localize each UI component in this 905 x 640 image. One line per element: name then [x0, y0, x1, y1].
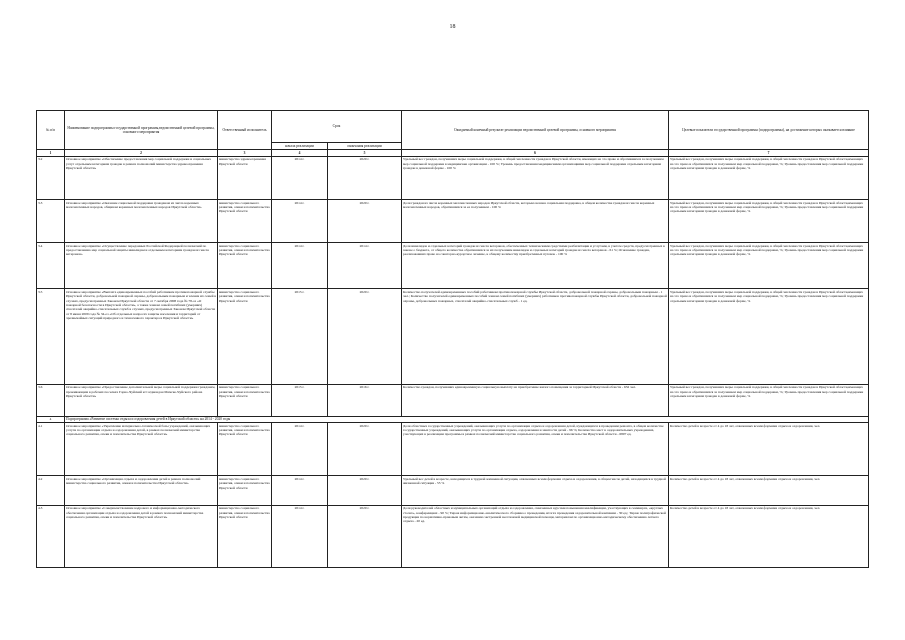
expected-result: Количество получателей единовременных пособий работникам противопожарной службы Иркутской области, добровольной пожарной охраны, добровольным пожарным - 1 чел.; Количество получателей единовременных пособий членам семей погибших (умерших) работников противопожарной службы Иркутской области, добровольной пожарной охраны, добровольных пожарных, спасателей аварийно-спасательных служб - 1 ед. — [402, 289, 669, 384]
measure-name: Основное мероприятие «Выплата единовременных пособий работникам противопожарной службы Иркутской области, добровольной пожарной охраны, добровольным пожарным и членам их семей в случаях, предусмотренных Законом Иркутской области от 7 октября 2008 года № 78-оз «О пожарной безопасности в Иркутской области», а также членам семей погибших (умерших) спасателей аварийно-спасательных служб в случаях, предусмотренных Законом Иркутской области от 8 июня 2009 года № 34-оз «Об отдельных вопросах защиты населения и территорий от чрезвычайных ситуаций природного и техногенного характера в Иркутской области» — [65, 289, 218, 384]
column-number: 7 — [669, 150, 869, 156]
row-number: 3.2 — [37, 156, 65, 199]
table-row — [37, 384, 869, 416]
column-number: 1 — [37, 150, 65, 156]
row-number: 3.6 — [37, 384, 65, 416]
measure-name: Основное мероприятие «Совершенствование кадрового и информационно-методического обеспечения организации отдыха и оздоровления детей в рамках полномочий министерства социального развития, опеки и попечительства Иркутской области» — [65, 505, 218, 567]
column-number: 5 — [328, 150, 402, 156]
table-row — [37, 243, 869, 289]
table-row — [37, 476, 869, 505]
row-number: 4.3 — [37, 505, 65, 567]
start-year: 2014 г. — [272, 200, 328, 243]
section-number: 4 — [37, 416, 65, 422]
start-year: 2015 г. — [272, 384, 328, 416]
measure-name: Основное мероприятие «Укрепление материально-технической базы учреждений, оказывающих услуги по организации отдыха и оздоровления детей, в рамках полномочий министерства социального развития, опеки и попечительства Иркутской области» — [65, 423, 218, 476]
program-measures-table — [36, 110, 869, 568]
expected-result: Доля областных государственных учреждений, оказывающих услуги по организации отдыха и оздоровления детей, нуждающихся в проведении ремонта, в общем количестве государственных учреждений, оказывающих услуги по организации отдыха, оздоровления и занятости детей - 96 %; Количество мест в оздоровительных учреждениях, участвующих в реализации программы в рамках полномочий министерства социального развития, опеки и попечительства Иркутской области - 6807 ед. — [402, 423, 669, 476]
header-executor: Ответственный исполнитель — [218, 111, 272, 150]
executor: министерство социального развития, опеки и попечительства Иркутской области — [218, 243, 272, 289]
expected-result: Количество граждан, получивших единовременную социальную выплату на приобретение жилого помещения за территорией Иркутской области - 632 чел. — [402, 384, 669, 416]
column-number: 3 — [218, 150, 272, 156]
expected-result: Доля инвалидов и отдельных категорий граждан из числа ветеранов, обеспеченных техническими средствами реабилитации и услугами, в учетом средств, предусмотренных в законе о бюджете, от общего количества обратившихся за их получением инвалидов и отдельных категорий граждан из числа ветеранов - 61 %; Отношение граждан, реализовавших право на санаторно-курортное лечение, к общему количеству приобретенных путевок - 100 % — [402, 243, 669, 289]
page-number: 18 — [449, 24, 456, 30]
table-row — [37, 200, 869, 243]
expected-result: Удельный вес граждан, получивших меры социальной поддержки, в общей численности граждан в Иркутской области, имеющих на это право и обратившихся за получением мер социальной поддержки в медицинские организации - 100 %; Уровень предоставления медицинскими организациями мер социальной поддержки отдельным категориям граждан в денежной форме - 100 % — [402, 156, 669, 199]
expected-result: Удельный вес детей в возрасте, находящихся в трудной жизненной ситуации, охваченных всеми формами отдыха и оздоровления, в общем числе детей, находящихся в трудной жизненной ситуации - 55 % — [402, 476, 669, 505]
header-num: № п/п — [37, 111, 65, 150]
target-indicators: Количество детей в возрасте от 4 до 18 лет, охваченных всеми формами отдыха и оздоровления, чел. — [669, 423, 869, 476]
end-year: 2016 г. — [328, 384, 402, 416]
start-year: 2014 г. — [272, 476, 328, 505]
column-number: 6 — [402, 150, 669, 156]
header-indicators: Целевые показатели государственной программы (подпрограммы), на достижение которых оказывается влияние — [669, 111, 869, 150]
executor: министерство социального развития, опеки и попечительства Иркутской области — [218, 200, 272, 243]
header-result: Ожидаемый конечный результат реализации ведомственной целевой программы, основного мероприятия — [402, 111, 669, 150]
expected-result: Доля граждан из числа коренных малочисленных народов Иркутской области, которым оказана социальная поддержка, в общем количестве граждан из числа коренных малочисленных народов, обратившихся за ее получением - 100 % — [402, 200, 669, 243]
target-indicators: Удельный вес граждан, получивших меры социальной поддержки, в общей численности граждан в Иркутской области,имеющих на это право и обратившихся за получением мер социальной поддержки, %; Уровень предоставления мер социальной поддержки отдельным категориям граждан в денежной форме, % — [669, 243, 869, 289]
header-row — [37, 111, 869, 143]
table-row — [37, 289, 869, 384]
target-indicators: Количество детей в возрасте от 4 до 18 лет, охваченных всеми формами отдыха и оздоровления, чел. — [669, 476, 869, 505]
start-year: 2014 г. — [272, 505, 328, 567]
header-term-end: окончания реализации — [328, 143, 402, 150]
measure-name: Основное мероприятие «Предоставление дополнительной меры социальной поддержки гражданам, проживающим в рабочих поселках Горно-Чуйский и Согдиондон Мамско-Чуйского района Иркутской области» — [65, 384, 218, 416]
header-term: Срок — [272, 111, 402, 143]
end-year: 2020 г. — [328, 289, 402, 384]
end-year: 2014 г. — [328, 243, 402, 289]
row-number: 4.1 — [37, 423, 65, 476]
table-row — [37, 505, 869, 567]
measure-name: Основное мероприятие «Организация отдыха и оздоровления детей в рамках полномочий министерства социального развития, опеки и попечительства Иркутской области» — [65, 476, 218, 505]
executor: министерство социального развития, опеки и попечительства Иркутской области — [218, 384, 272, 416]
end-year: 2020 г. — [328, 423, 402, 476]
end-year: 2020 г. — [328, 505, 402, 567]
column-number: 2 — [65, 150, 218, 156]
start-year: 2014 г. — [272, 243, 328, 289]
start-year: 2014 г. — [272, 156, 328, 199]
end-year: 2020 г. — [328, 200, 402, 243]
target-indicators: Удельный вес граждан, получивших меры социальной поддержки, в общей численности граждан в Иркутской области,имеющих на это право и обратившихся за получением мер социальной поддержки, %; Уровень предоставления мер социальной поддержки отдельным категориям граждан в денежной форме, % — [669, 156, 869, 199]
header-name: Наименование подпрограммы государственной программы,ведомственной целевой программы, основного мероприятия — [65, 111, 218, 150]
measure-name: Основное мероприятие «Обеспечение предоставления мер социальной поддержки и социальных услуг отдельным категориям граждан в рамках полномочий министерства здравоохранения Иркутской области» — [65, 156, 218, 199]
executor: министерство социального развития, опеки и попечительства Иркутской области — [218, 505, 272, 567]
row-number: 3.5 — [37, 289, 65, 384]
target-indicators: Удельный вес граждан, получивших меры социальной поддержки, в общей численности граждан в Иркутской области,имеющих на это право и обратившихся за получением мер социальной поддержки, %; Уровень предоставления мер социальной поддержки отдельным категориям граждан в денежной форме, % — [669, 200, 869, 243]
row-number: 3.4 — [37, 243, 65, 289]
target-indicators: Удельный вес граждан, получивших меры социальной поддержки, в общей численности граждан в Иркутской области,имеющих на это право и обратившихся за получением мер социальной поддержки, %; Уровень предоставления мер социальной поддержки отдельным категориям граждан в денежной форме, % — [669, 384, 869, 416]
measure-name: Основное мероприятие «Оказание социальной поддержки гражданам из числа коренных малочисленных народов, общинам коренных малочисленных народов Иркутской области» — [65, 200, 218, 243]
target-indicators: Количество детей в возрасте от 4 до 18 лет, охваченных всеми формами отдыха и оздоровления, чел. — [669, 505, 869, 567]
row-number: 3.3 — [37, 200, 65, 243]
executor: министерство социального развития, опеки и попечительства Иркутской области — [218, 289, 272, 384]
section-title: Подпрограмма «Развитие системы отдыха и оздоровления детей в Иркутской области» на 2014 - 2020 годы — [65, 416, 869, 422]
header-term-start: начала реализации — [272, 143, 328, 150]
end-year: 2020 г. — [328, 476, 402, 505]
row-number: 4.2 — [37, 476, 65, 505]
executor: министерство здравоохранения Иркутской области — [218, 156, 272, 199]
start-year: 2014 г. — [272, 423, 328, 476]
end-year: 2020 г. — [328, 156, 402, 199]
target-indicators: Удельный вес граждан, получивших меры социальной поддержки, в общей численности граждан в Иркутской области,имеющих на это право и обратившихся за получением мер социальной поддержки, %; Уровень предоставления мер социальной поддержки отдельным категориям граждан в денежной форме, % — [669, 289, 869, 384]
column-number: 4 — [272, 150, 328, 156]
measure-name: Основное мероприятие «Осуществление переданных Российской Федерацией полномочий по предоставлению мер социальной защиты инвалидам и отдельным категориям граждан из числа ветеранов» — [65, 243, 218, 289]
expected-result: Доля руководителей областных и муниципальных организаций отдыха и оздоровления, охваченных курсами повышения квалификации, участвующих в семинарах, «круглых столах», конференциях - 90 %; Тираж информационно-аналитического сборника о проведении, итогах проведения оздоровительной кампании - 30 ед.; Тираж полиграфической продукции по нормативно-правовым актам, оказанию экстренной неотложной медицинской помощи, материалам по организационно-методическому обеспечению летнего отдыха - 20 ед. — [402, 505, 669, 567]
table-row — [37, 423, 869, 476]
executor: министерство социального развития, опеки и попечительства Иркутской области — [218, 476, 272, 505]
executor: министерство социального развития, опеки и попечительства Иркутской области — [218, 423, 272, 476]
table-row — [37, 156, 869, 199]
start-year: 2015 г. — [272, 289, 328, 384]
